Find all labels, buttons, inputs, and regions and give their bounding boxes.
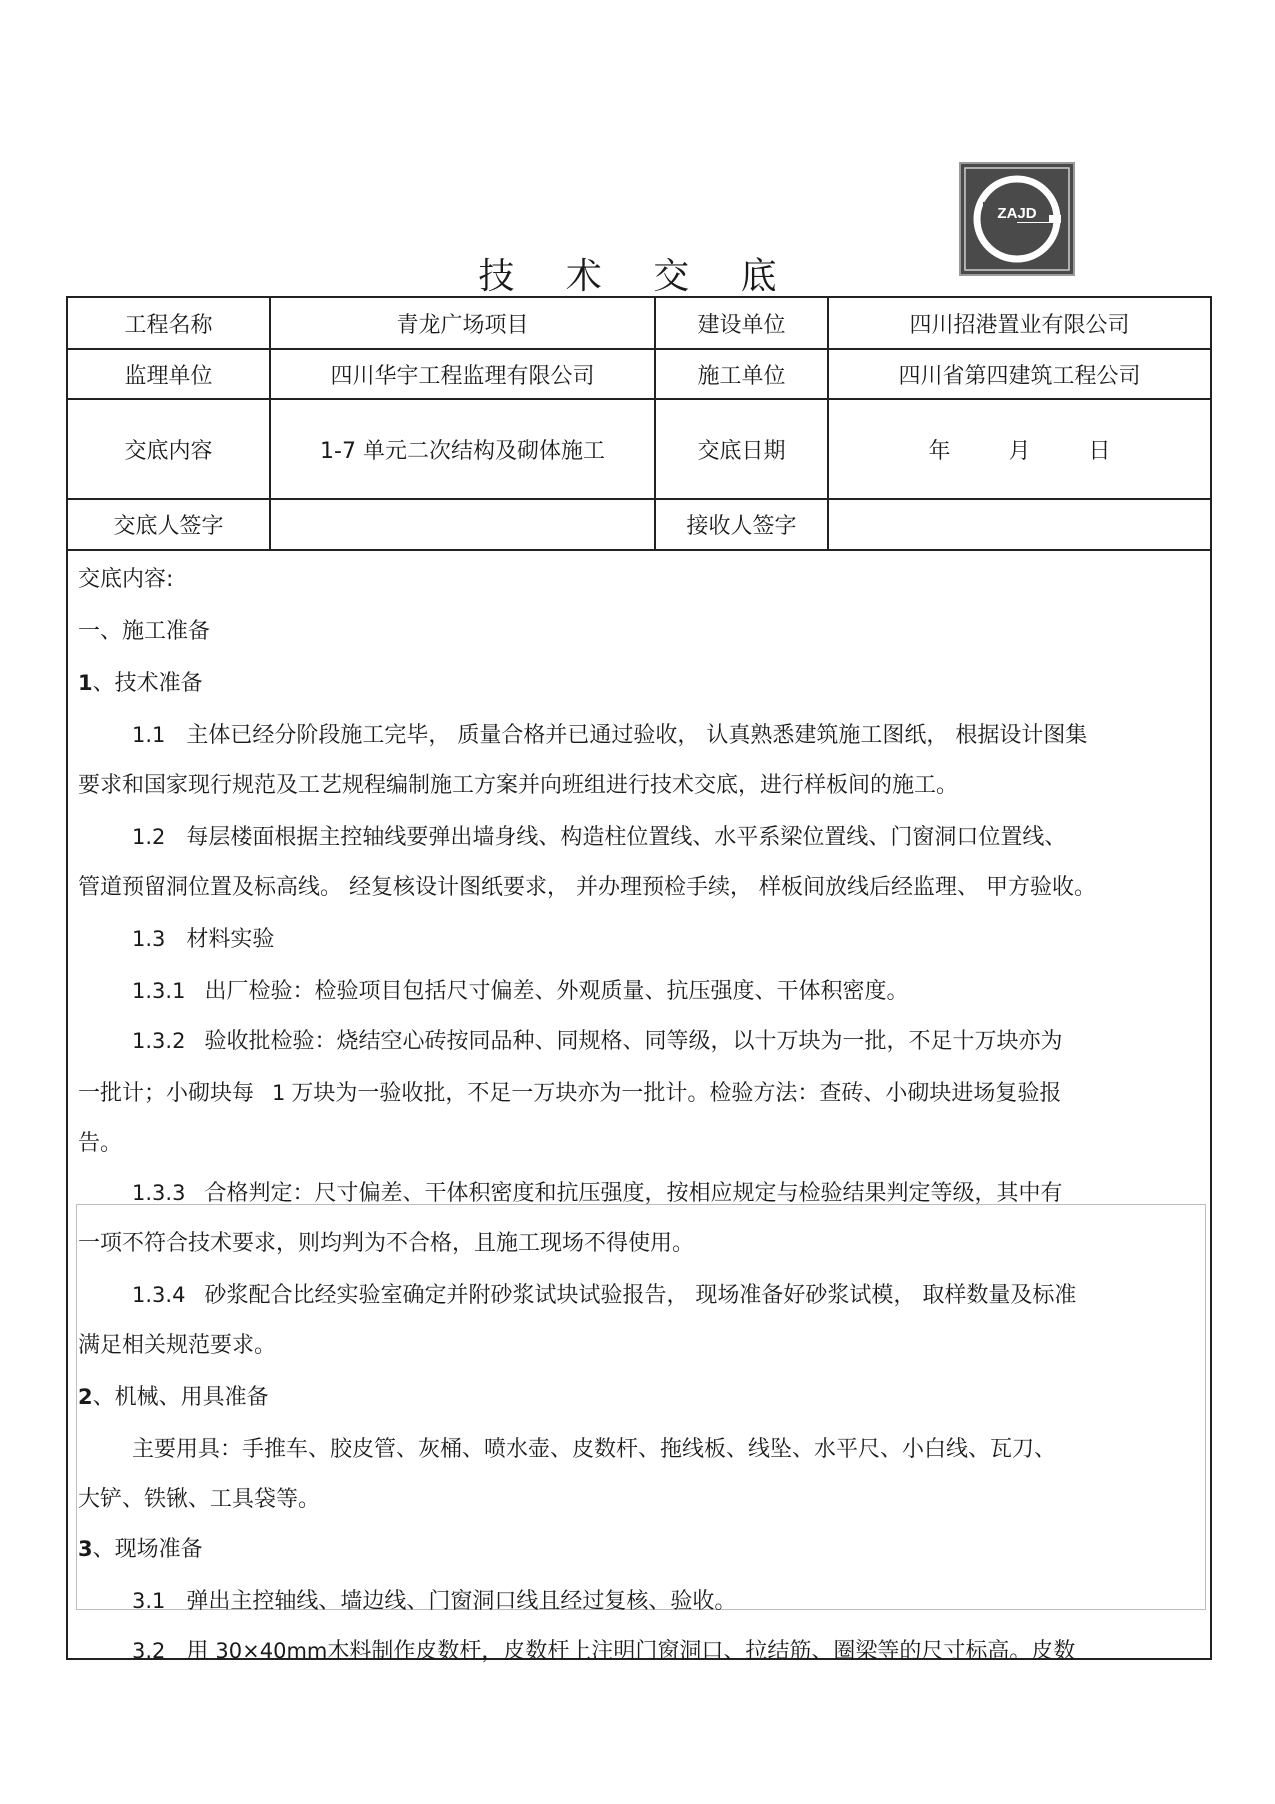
paragraph-1-1	[132, 718, 1087, 749]
paragraph-number: 1.3.2	[132, 1029, 186, 1053]
paragraph-number: 1.1	[132, 723, 166, 747]
paragraph-1-3-4-cont: 满足相关规范要求。	[78, 1333, 277, 1358]
paragraph-text: 万块为一验收批，不足一万块亦为一批计。检验方法：查砖、小砌块进场复验报	[291, 1081, 1062, 1106]
paragraph-text: 弹出主控轴线、墙边线、门窗洞口线且经过复核、验收。	[186, 1589, 737, 1614]
header-table	[68, 298, 1210, 551]
paragraph-number: 1	[272, 1081, 286, 1105]
subsection-tech	[78, 666, 203, 697]
builder-label: 建设单位	[655, 298, 828, 349]
paragraph-number: 1.3.1	[132, 979, 186, 1003]
date-label: 交底日期	[655, 399, 828, 499]
subsection-number: 1	[78, 671, 93, 695]
paragraph-text: 主体已经分阶段施工完毕， 质量合格并已通过验收， 认真熟悉建筑施工图纸， 根据设计图集	[186, 723, 1088, 748]
paragraph-1-3-3-cont: 一项不符合技术要求，则均判为不合格，且施工现场不得使用。	[78, 1231, 695, 1256]
paragraph-text: 材料实验	[186, 927, 275, 952]
subsection-title: 、技术准备	[92, 671, 203, 696]
signer-field	[270, 499, 655, 550]
builder-value: 四川招港置业有限公司	[828, 298, 1210, 349]
paragraph-text: 木料制作皮数杆，皮数杆上注明门窗洞口、拉结筋、圈梁等的尺寸标高。皮数	[327, 1639, 1076, 1664]
paragraph-text: 砂浆配合比经实验室确定并附砂浆试块试验报告， 现场准备好砂浆试模， 取样数量及标准	[204, 1283, 1077, 1308]
paragraph-1-3-1	[132, 974, 908, 1005]
logo-text: ZAJD	[997, 205, 1037, 222]
tools-list: 主要用具：手推车、胶皮管、灰桶、喷水壶、皮数杆、拖线板、线坠、水平尺、小白线、瓦刀、	[132, 1437, 1057, 1462]
subsection-site	[78, 1532, 203, 1563]
page-title: 技 术 交 底	[478, 256, 797, 297]
receiver-label: 接收人签字	[655, 499, 828, 550]
paragraph-text: 出厂检验：检验项目包括尺寸偏差、外观质量、抗压强度、干体积密度。	[204, 979, 909, 1004]
content-value: 1-7 单元二次结构及砌体施工	[270, 399, 655, 499]
supervisor-label: 监理单位	[68, 349, 270, 399]
contractor-label: 施工单位	[655, 349, 828, 399]
supervisor-value: 四川华宇工程监理有限公司	[270, 349, 655, 399]
paragraph-text: 一批计；小砌块每	[78, 1081, 255, 1106]
paragraph-text: 合格判定：尺寸偏差、干体积密度和抗压强度，按相应规定与检验结果判定等级，其中有	[204, 1181, 1063, 1206]
subsection-title: 、现场准备	[92, 1537, 203, 1562]
signer-label: 交底人签字	[68, 499, 270, 550]
paragraph-1-2	[132, 820, 1066, 851]
paragraph-number: 3.1	[132, 1589, 166, 1613]
section-title: 一、施工准备	[78, 619, 211, 644]
paragraph-number: 1.3.4	[132, 1283, 186, 1307]
contractor-value: 四川省第四建筑工程公司	[828, 349, 1210, 399]
paragraph-number: 1.3	[132, 927, 166, 951]
dimension-value: 30×40mm	[215, 1639, 328, 1663]
header-row-project	[68, 298, 1210, 349]
paragraph-1-3	[132, 922, 274, 953]
paragraph-1-3-2	[132, 1024, 1062, 1055]
subsection-number: 2	[78, 1385, 93, 1409]
header-row-content	[68, 399, 1210, 499]
content-label: 交底内容	[68, 399, 270, 499]
paragraph-1-3-3	[132, 1176, 1062, 1207]
paragraph-3-1	[132, 1584, 736, 1615]
date-day: 日	[1088, 438, 1111, 464]
project-label: 工程名称	[68, 298, 270, 349]
paragraph-1-2-cont: 管道预留洞位置及标高线。 经复核设计图纸要求， 并办理预检手续， 样板间放线后经监理、 甲方验收。	[78, 875, 1096, 900]
paragraph-text: 验收批检验：烧结空心砖按同品种、同规格、同等级，以十万块为一批，不足十万块亦为	[204, 1029, 1063, 1054]
header-row-signature	[68, 499, 1210, 550]
intro-label: 交底内容:	[78, 567, 174, 592]
header-row-supervisor	[68, 349, 1210, 399]
project-value: 青龙广场项目	[270, 298, 655, 349]
disclosure-sheet	[66, 296, 1212, 1664]
paragraph-text: 每层楼面根据主控轴线要弹出墙身线、构造柱位置线、水平系梁位置线、门窗洞口位置线、	[186, 825, 1067, 850]
paragraph-number: 3.2	[132, 1639, 166, 1663]
subsection-title: 、机械、用具准备	[92, 1385, 269, 1410]
paragraph-1-3-2-cont	[78, 1076, 1061, 1107]
paragraph-text: 用	[186, 1639, 209, 1664]
receiver-field	[828, 499, 1210, 550]
paragraph-number: 1.3.3	[132, 1181, 186, 1205]
date-value	[828, 399, 1210, 499]
paragraph-1-3-2-end: 告。	[78, 1131, 123, 1156]
paragraph-1-1-cont: 要求和国家现行规范及工艺规程编制施工方案并向班组进行技术交底，进行样板间的施工。	[78, 773, 959, 798]
subsection-tools	[78, 1380, 269, 1411]
paragraph-3-2	[132, 1634, 1075, 1665]
date-month: 月	[1008, 438, 1031, 464]
tools-list-cont: 大铲、铁锹、工具袋等。	[78, 1487, 321, 1512]
paragraph-1-3-4	[132, 1278, 1076, 1309]
date-year: 年	[928, 438, 951, 464]
subsection-number: 3	[78, 1537, 93, 1561]
paragraph-number: 1.2	[132, 825, 166, 849]
